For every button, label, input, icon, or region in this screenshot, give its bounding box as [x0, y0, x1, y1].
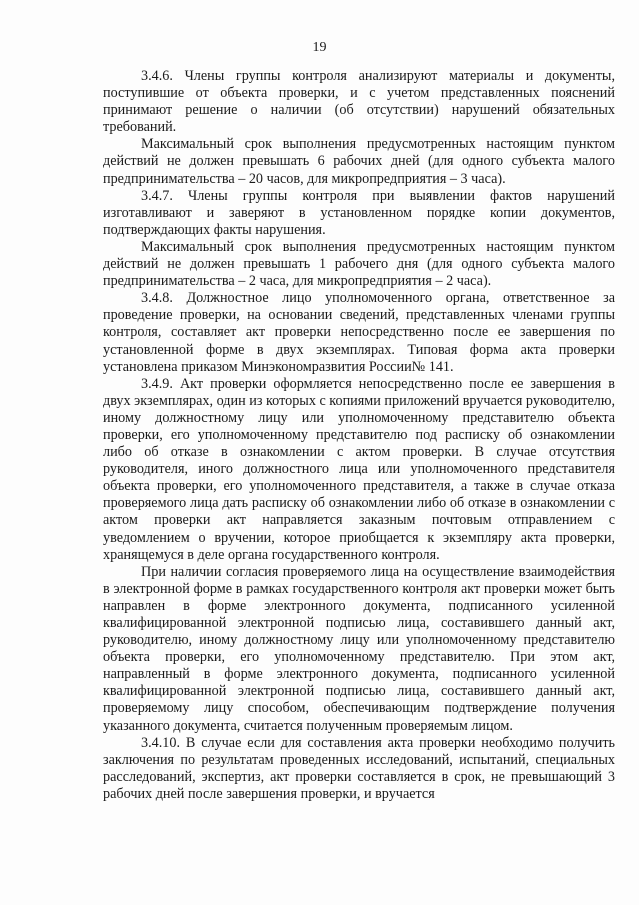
- page-number: 19: [312, 40, 327, 55]
- paragraph-3-4-9: 3.4.9. Акт проверки оформляется непосредственно после ее завершения в двух экземплярах, один из которых с копиями приложений вручается руководителю, иному должностному лицу или уполномоченному представителю объекта проверки, его уполномоченному представителю под расписку об ознакомлении либо об отказе в ознакомлении с актом проверки. В случае отсутствия руководителя, иного должностного лица или уполномоченного представителя объекта проверки, его уполномоченного представителя, а также в случае отказа проверяемого лица дать расписку об ознакомлении либо об отказе в ознакомлении с актом проверки акт направляется заказным почтовым отправлением с уведомлением о вручении, которое приобщается к экземпляру акта проверки, хранящемуся в деле органа государственного контроля.: [103, 375, 615, 563]
- document-body: [103, 68, 615, 803]
- paragraph-3-4-10: 3.4.10. В случае если для составления акта проверки необходимо получить заключения по результатам проведенных исследований, испытаний, специальных расследований, экспертиз, акт проверки составляется в срок, не превышающий 3 рабочих дней после завершения проверки, и вручается: [103, 734, 615, 802]
- paragraph-3-4-7: 3.4.7. Члены группы контроля при выявлении фактов нарушений изготавливают и заверяют в установленном порядке копии документов, подтверждающих факты нарушения.: [103, 187, 615, 238]
- paragraph-3-4-8: 3.4.8. Должностное лицо уполномоченного органа, ответственное за проведение проверки, на основании сведений, представленных членами группы контроля, составляет акт проверки непосредственно после ее завершения по установленной форме в двух экземплярах. Типовая форма акта проверки установлена приказом Минэкономразвития России№ 141.: [103, 290, 615, 375]
- paragraph-deadline-1-day: Максимальный срок выполнения предусмотренных настоящим пунктом действий не должен превышать 1 рабочего дня (для одного субъекта малого предпринимательства – 2 часа, для микропредприятия – 2 часа).: [103, 238, 615, 290]
- paragraph-deadline-6-days: Максимальный срок выполнения предусмотренных настоящим пунктом действий не должен превышать 6 рабочих дней (для одного субъекта малого предпринимательства – 20 часов, для микропредприятия – 3 часа).: [103, 136, 615, 187]
- paragraph-3-4-6: 3.4.6. Члены группы контроля анализируют материалы и документы, поступившие от объекта проверки, и с учетом представленных пояснений принимают решение о наличии (об отсутствии) нарушений обязательных требований.: [103, 68, 615, 136]
- paragraph-electronic-form: При наличии согласия проверяемого лица на осуществление взаимодействия в электронной форме в рамках государственного контроля акт проверки может быть направлен в форме электронного документа, подписанного усиленной квалифицированной электронной подписью лица, составившего данный акт, руководителю, иному должностному лицу или уполномоченному представителю объекта проверки, его уполномоченному представителю. При этом акт, направленный в форме электронного документа, подписанного усиленной квалифицированной электронной подписью лица, составившего данный акт, проверяемому лицу способом, обеспечивающим подтверждение получения указанного документа, считается полученным проверяемым лицом.: [103, 563, 615, 734]
